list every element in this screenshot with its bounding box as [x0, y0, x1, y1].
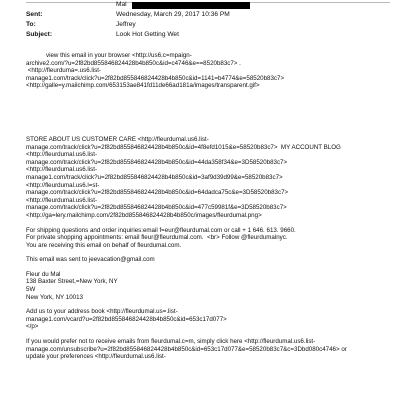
body-line[interactable]: <http://fleurdumal.us6.list- — [26, 196, 98, 204]
contact-block — [26, 227, 394, 250]
sent-value: Wednesday, March 29, 2017 10:36 PM — [116, 11, 230, 19]
subject-label: Subject: — [26, 31, 53, 39]
from-name: Mal — [116, 1, 127, 9]
body-line[interactable]: manage.com/track/click?u=2f82bd855846824428b4b850c&id=64dadca75c&e=3D58520b83c7> — [26, 189, 289, 197]
body-line[interactable]: <http://galle=y.mailchimp.com/653153ae841fd11de66ad181a/images/transparent.gif> — [26, 82, 260, 90]
body-line[interactable]: archive2.com/?u=2f82bd855846824428b4b850c&id=c4746&e==8520b83c7> . — [26, 59, 241, 67]
body-line[interactable]: <http://fleurdumal.us6.list- — [26, 151, 98, 159]
body-line[interactable]: manage1.com/vcard?u=2f82bd855846824428b4b850c&id=653c17d077> — [26, 315, 227, 323]
from-row — [26, 0, 396, 10]
sent-to-line: This email was sent to jeevacation@gmail.com — [26, 256, 155, 264]
body-line: 5W — [26, 286, 36, 294]
body-line[interactable]: update your preferences <http://fleurdumal.us6.list- — [26, 353, 166, 361]
subject-value: Look Hot Getting Wet — [116, 31, 179, 39]
to-row — [26, 20, 396, 30]
body-line[interactable]: manage.com/track/click?u=2f82bd855846824428b4b850c&id=4f8efd1015&e=58520b83c7> MY ACCOUNT BLOG — [26, 143, 341, 151]
body-line[interactable]: manage.com/track/click?u=2f82bd855846824428b4b850c&id=477c59981f&e=3D58520b83c7> — [26, 204, 287, 212]
body-line[interactable]: <http://fleurdumal.us6.l=st- — [26, 181, 100, 189]
to-label: To: — [26, 21, 36, 29]
body-line[interactable]: <http://fleurdumal.us6.list- — [26, 166, 98, 174]
address-book-block — [26, 308, 394, 331]
body-line: You are receiving this email on behalf of fleurdumal.com. — [26, 241, 182, 249]
to-value: Jeffrey — [116, 21, 136, 29]
subject-row — [26, 30, 396, 40]
body-line: For private shopping appointments: email fleur@fleurdumal.com. <br> Follow @fleurdumalnyc. — [26, 234, 288, 242]
body-line[interactable]: If you would prefer not to receive emails from fleurdumal.c=m, simply click here <http://fleurdumal.us6.list- — [26, 338, 316, 346]
body-line: New York, NY 10013 — [26, 293, 83, 301]
body-line[interactable]: <http://fleurduma=.us6.list- — [26, 67, 101, 75]
email-header — [26, 0, 396, 40]
body-line: 138 Baxter Street,=New York, NY — [26, 278, 118, 286]
sent-label: Sent: — [26, 11, 43, 19]
body-line[interactable]: Add us to your address book <http://fleurdumal.us=.list- — [26, 308, 178, 316]
body-line: For shipping questions and order inquiries:email f=eur@fleurdumal.com or call + 1 646. 613. 9660. — [26, 226, 296, 234]
body-line[interactable]: manage1.com/track/click?u=2f82bd855846824428b4b850c&id=1141=b4774&e=58520b83c7> — [26, 74, 285, 82]
body-line[interactable]: manage.com/unsubscribe?u=2f82bd855846824428b4b850c&id=653c17d077&e=58520b83c7&c=3Dbd080c4746> or — [26, 345, 347, 353]
body-line[interactable]: manage.com/track/click?u=2f82bd855846824428b4b850c&id=44da358f34&e=3D58520b83c7> — [26, 158, 288, 166]
browser-link-block — [26, 52, 394, 90]
store-links-block — [26, 136, 394, 220]
postal-address — [26, 271, 394, 301]
body-line: </p> — [26, 323, 39, 331]
sent-row — [26, 10, 396, 20]
body-line[interactable]: <http://ga=lery.mailchimp.com/2f82bd855846824428b4b850c/images/fleurdumal.png> — [26, 211, 262, 219]
body-line[interactable]: view this email in your browser <http://us6.c=mpaign- — [46, 52, 192, 59]
email-body — [26, 52, 394, 361]
body-line: Fleur du Mal — [26, 270, 61, 278]
body-line[interactable]: manage1.com/track/click?u=2f82bd855846824428b4b850c&id=3af9d39d99&e=58520b83c7> — [26, 173, 283, 181]
redaction-bar — [132, 2, 250, 9]
unsubscribe-block — [26, 338, 394, 361]
body-line[interactable]: STORE ABOUT US CUSTOMER CARE <http://fleurdumal.us6.list- — [26, 135, 209, 143]
